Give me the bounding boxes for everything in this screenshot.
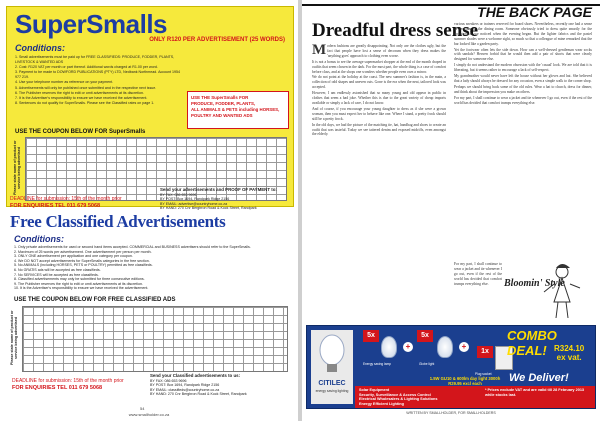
condition-item: 4. Use your telephone number as reference on your payment. [15, 80, 114, 85]
ad-product-line: 1.5W GU10 & 600lm day light 3000h R29.95 excl each [429, 376, 501, 386]
deadline-text: DEADLINE for submission: 15th of the month prior [12, 378, 124, 384]
free-classifieds-conditions-list [14, 245, 290, 291]
send-heading: Send your advertisements and PROOF OF PAYMENT to: [160, 187, 277, 192]
article-column-2 [454, 22, 592, 260]
plus-icon: + [459, 342, 469, 352]
condition-item: 8. Classified advertisements may only be submitted for three consecutive editions. [14, 277, 145, 282]
combo-price [554, 344, 584, 362]
send-line: BY FAX: 086 653 9696 [150, 378, 187, 383]
quantity-badge: 5x [417, 330, 433, 342]
illustration-hat [556, 264, 570, 268]
condition-item: 5. No ANIMALS (including HORSES, PETS or POULTRY) permitted as free classifieds. [14, 263, 153, 268]
article-paragraph: various sneakers or trainers reserved for board shoes. Nevertheless, recently one had a sense of decorum in the dining room. Someone obviously tried to dress quite smartly for the occasion, as we noticed when the evening began. But the lighter fabrics and the pastel summer shades were a welcome sight, so much so that a colleague of mine remarked that the bar looked like a garden party. [454, 22, 592, 46]
send-line: BY POST: Box 1694, Randpark Ridge 2156 [150, 383, 220, 388]
quantity-badge: 5x [363, 330, 379, 342]
article-column-2-tail [454, 262, 502, 320]
product-caption: Globe light [419, 362, 435, 366]
footer-url[interactable]: www.smallholder.co.za [128, 412, 170, 417]
supersmalls-deadline [10, 196, 122, 209]
condition-item: 5. Advertisements will only be published once submitted and in the respective next issue. [15, 85, 157, 90]
article-title: Dreadful dress sense [312, 20, 479, 41]
supersmalls-conditions-title: Conditions: [15, 43, 65, 53]
bulb-product-icon [311, 330, 353, 378]
supersmalls-coupon-heading: USE THE COUPON BELOW FOR SuperSmalls [15, 129, 146, 135]
service-item: Security, Surveillance & Access Control [359, 392, 431, 397]
article-paragraph: For my part, I shall continue to wear a jacket and tie whenever I go out, even if the rest of the world has decided that comfort trumps everything else. [454, 262, 502, 286]
quantity-badge: 1x [477, 346, 493, 358]
page-number: 54 [140, 406, 145, 411]
send-line: BY POST: Box 1694, Randpark Ridge 2156 [160, 197, 230, 202]
condition-item: 10. It is the Advertiser's responsibility to ensure we have received the advertisement. [14, 286, 149, 291]
product-caption: Plug socket [475, 372, 492, 376]
free-classifieds-coupon-heading: USE THE COUPON BELOW FOR FREE CLASSIFIED ADS [14, 297, 176, 303]
notice-line: POULTRY AND WANTED ADS [191, 113, 253, 118]
condition-item: 2. Cost: R120 VAT per month or part thereof. Additional words charged at R1.00 per word. [15, 65, 158, 70]
free-classifieds-coupon-grid[interactable] [22, 306, 288, 372]
supersmalls-price: ONLY R120 PER ADVERTISEMENT (25 WORDS) [149, 37, 285, 43]
product-caption: Energy saving lamp [363, 362, 391, 366]
combo-deal-heading: COMBO DEAL! [507, 328, 557, 358]
supersmalls-send-info [160, 188, 294, 211]
condition-item: 6. No GRATIS ads will be accepted as free classifieds. [14, 267, 101, 272]
article-paragraph: We do not point at the holiday at the coast. The new summer's fashion is, in the main, a collection of odd shapes and uneven cuts. Gone is the era when the neat, tailored look was accepted. [312, 75, 446, 90]
free-classifieds-title: Free Classified Advertisements [10, 212, 226, 231]
article-paragraph: Modern fashions are greatly disappointing. Not only are the clothes ugly, but the fact that people have lost a sense of decorum when they dress makes the 'anything goes' approach to clothing even worse. [312, 44, 446, 58]
send-line: BY FAX: 086 653 9696 [160, 192, 197, 197]
condition-item: 6. The Publisher reserves the right to edit or omit advertisements at its discretion. [15, 90, 144, 95]
article-paragraph: However, I am endlessly astonished that so many young and old appear in public in clothes that seem a bad joke. Whether this is due to the great variety of cheap imports available or simply a lack of care, I do not know. [312, 91, 446, 105]
enquiries-text: FOR ENQUIRIES TEL 011 679 5068 [10, 202, 101, 209]
article-paragraph: In the old days, we had the picture of the matching tie, hat, handbag and shoes to create an outfit that was tasteful. Today we see tattered denim and exposed midriffs, even amongst the elderly. [312, 122, 446, 137]
ad-brand-sub: energy saving lighting [315, 389, 349, 393]
send-heading: Send your Classified advertisements to us: [150, 373, 241, 378]
drop-cap: M [312, 44, 327, 58]
article-paragraph: Yet the footwear often lets the side down. How can a well-dressed gentleman wear socks with sandals? Heaven forbid that he would then add a pair of shorts that were clearly designed for someone else. [454, 47, 592, 62]
citilec-advert[interactable] [306, 325, 596, 409]
condition-item: 3. Payment to be made to DOWFORD PUBLICATIONS (PTY) LTD, Nedbank Northmead. Account 1954 977 219. [15, 70, 181, 80]
condition-item: 1. Only private advertisements for used or second hand items accepted. COMMERCIAL and BUSINESS advertisers should refer to the SuperSmalls. [14, 245, 251, 249]
service-item: Energy Efficient Lighting [359, 401, 404, 406]
plus-icon: + [403, 342, 413, 352]
section-label: THE BACK PAGE [477, 4, 592, 20]
send-line: BY HAND: 270 Cnr Bergbron Road & Kock Street, Randpark [160, 206, 257, 211]
free-classifieds-side-label: Please state name of product or service being advertised [10, 310, 18, 366]
notice-line: PRODUCE, FODDER, PLANTS, [191, 101, 256, 106]
left-page [0, 0, 298, 421]
free-classifieds-send-info [150, 374, 294, 397]
we-deliver-text: We Deliver! [509, 372, 569, 384]
lamp-icon [381, 336, 397, 358]
free-classifieds-conditions-title: Conditions: [14, 234, 64, 244]
send-line: BY EMAIL: advertise@countryhome.co.za [160, 201, 228, 206]
condition-item: 7. It is the Advertiser's responsibility to ensure we have received the advertisement. [15, 95, 148, 100]
article-paragraph: It is not a bonus to see the average supermarket shopper at the end of the month draped in outfits that seem chosen in the dark. For the most part, the whole thing is a case of comfort before class, and at the shops one wonders whether people even own a mirror. [312, 59, 446, 74]
price-note: ex vat. [556, 353, 582, 362]
supersmalls-conditions-list [15, 55, 187, 106]
article-paragraph: My grandmother would never have left the house without her gloves and hat. She believed that a lady should always be dressed for any occasion, even a simple walk to the corner shop. [454, 74, 592, 83]
article-paragraph: For my part, I shall continue to wear a jacket and tie whenever I go out, even if the rest of the world has decided that comfort trumps everything else. [454, 95, 592, 105]
notice-line: USE THE SuperSmalls FOR [191, 95, 249, 100]
condition-item: 8. Sentences do not qualify for SuperSmalls. Please see the Classified rates on page 1. [15, 100, 155, 105]
supersmalls-title: SuperSmalls [15, 9, 168, 39]
article-paragraph: Perhaps we should bring back some of the old rules. Wear a hat to church, dress for dinner, and think about the impression you make on others. [454, 84, 592, 94]
right-page [302, 0, 600, 421]
globe-lamp-icon [437, 336, 453, 358]
condition-item: 7. No SERVICES will be accepted as free classifieds. [14, 272, 99, 277]
service-item: Solar Equipment [359, 388, 390, 392]
free-classifieds-deadline [12, 378, 124, 391]
supersmalls-notice [187, 91, 289, 129]
supersmalls-panel [6, 6, 294, 207]
condition-item: 1. Small advertisements must be paid up for FREE CLASSIFIEDS: PRODUCE, FODDER, PLANTS, LIVESTOCK & WANTED ADS [15, 55, 175, 65]
deadline-text: DEADLINE for submission: 15th of the month prior [10, 196, 122, 202]
ad-brand: CITILEC [318, 380, 346, 387]
page-byline: WRITTEN BY SMALLHOLDER, FOR SMALLHOLDERS [406, 411, 496, 415]
fashion-illustration [502, 262, 592, 322]
ad-price-note: * Prices exclude VAT and are valid till 28 February 2013 while stocks last. [485, 388, 585, 397]
enquiries-text: FOR ENQUIRIES TEL 011 679 5068 [12, 384, 103, 391]
condition-item: 4. We DO NOT accept advertisements for SuperSmalls categories in the free section. [14, 258, 150, 263]
price-value: R324.10 [554, 344, 585, 353]
send-line: BY EMAIL: classifieds@countryhome.co.za [150, 387, 220, 392]
condition-item: 3. ONLY ONE advertisement per application and one category per coupon. [14, 254, 133, 259]
article-column-1 [312, 44, 446, 322]
condition-item: 9. The Publisher reserves the right to edit or omit advertisements at its discretion. [14, 281, 143, 286]
illustration-caption: Bloomin' Style [504, 278, 565, 289]
illustration-legs [556, 302, 568, 318]
article-paragraph: And of course, if you encourage your young daughter to dress as if she were a grown woman, then you must expect her to behave like one. Where I stand, a pretty frock should still be a pretty frock. [312, 106, 446, 121]
condition-item: 2. Maximum of 25 words per advertisement. One advertisement per person per month. [14, 249, 152, 254]
article-paragraph: I simply do not understand the modern obsession with the 'casual' look. We are told that it is liberating, but it seems rather to encourage a lack of self-respect. [454, 63, 592, 73]
send-line: BY HAND: 270 Cnr Bergbron Road & Kock Street, Randpark [150, 392, 247, 397]
supersmalls-side-label: Please state name of product or service being advertised [13, 140, 21, 196]
notice-line: ALL ANIMALS & PETS including HORSES, [191, 107, 280, 112]
service-item: Electrical Wholesalers & Lighting Solutions [359, 397, 438, 401]
ad-services-list [359, 388, 437, 406]
